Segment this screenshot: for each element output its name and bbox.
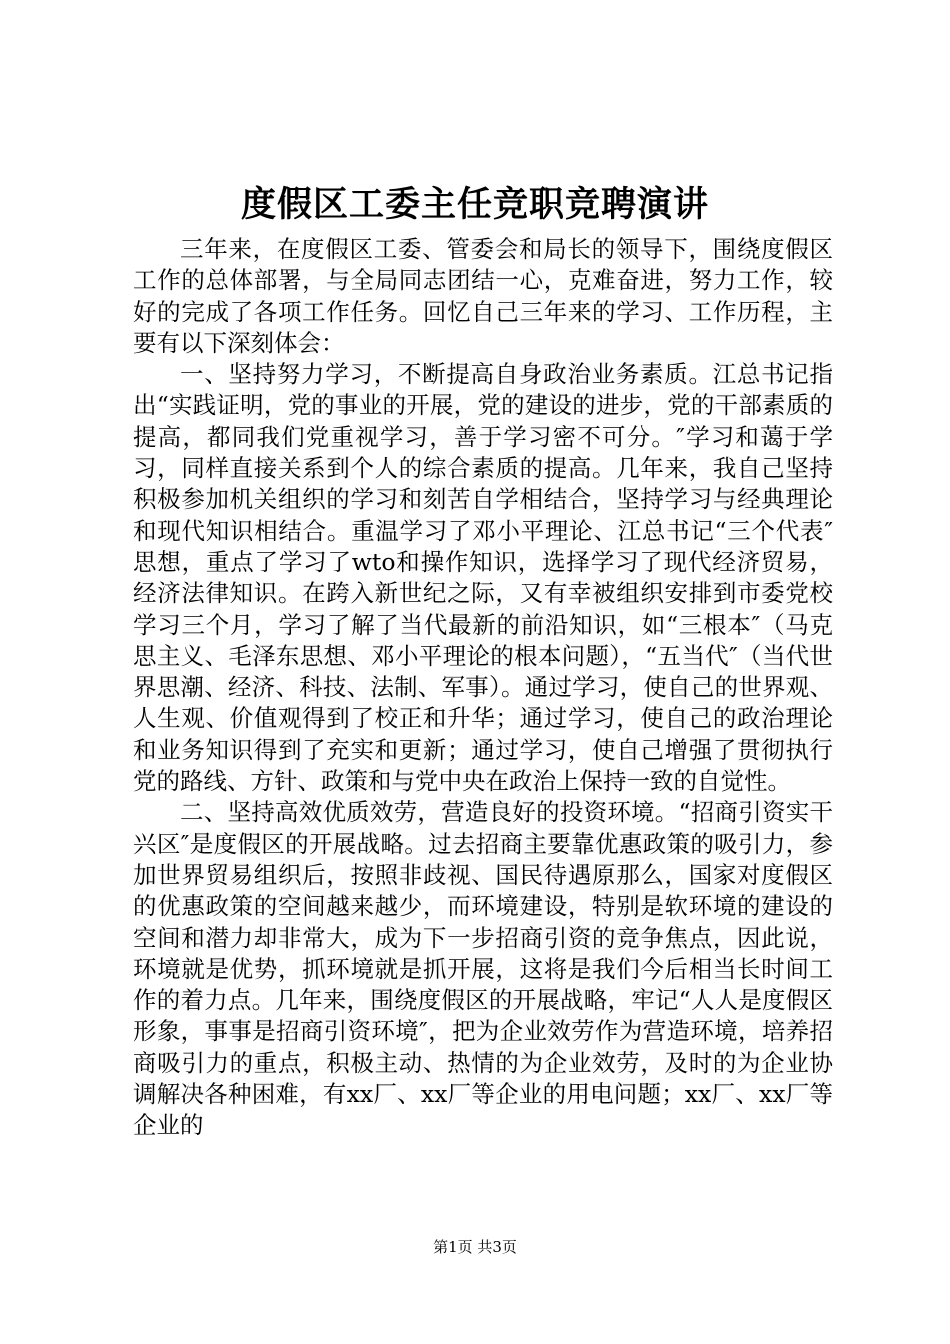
document-title: 度假区工委主任竞职竞聘演讲 (240, 184, 709, 225)
paragraph-service: 二、坚持高效优质效劳，营造良好的投资环境。“招商引资实干兴区″是度假区的开展战略。过去招商主要靠优惠政策的吸引力，参加世界贸易组织后，按照非歧视、国民待遇原那么，国家对度假区的优惠政策的空间越来越少，而环境建设，特别是软环境的建设的空间和潜力却非常大，成为下一步招商引资的竞争焦点，因此说，环境就是优势，抓环境就是抓开展，这将是我们今后相当长时间工作的着力点。几年来，围绕度假区的开展战略，牢记“人人是度假区形象，事事是招商引资环境″，把为企业效劳作为营造环境，培养招商吸引力的重点，积极主动、热情的为企业效劳，及时的为企业协调解决各种困难，有xx厂、xx厂等企业的用电问题；xx厂、xx厂等企业的 (133, 798, 833, 1140)
document-body (133, 234, 833, 1142)
page-number-footer: 第1页 共3页 (433, 1238, 517, 1256)
paragraph-study: 一、坚持努力学习，不断提高自身政治业务素质。江总书记指出“实践证明，党的事业的开展，党的建设的进步，党的干部素质的提高，都同我们党重视学习，善于学习密不可分。″学习和蔼于学习，同样直接关系到个人的综合素质的提高。几年来，我自己坚持积极参加机关组织的学习和刻苦自学相结合，坚持学习与经典理论和现代知识相结合。重温学习了邓小平理论、江总书记“三个代表″思想，重点了学习了wto和操作知识，选择学习了现代经济贸易，经济法律知识。在跨入新世纪之际，又有幸被组织安排到市委党校学习三个月，学习了解了当代最新的前沿知识，如“三根本″（马克思主义、毛泽东思想、邓小平理论的根本问题），“五当代″（当代世界思潮、经济、科技、法制、军事）。通过学习，使自己的世界观、人生观、价值观得到了校正和升华；通过学习，使自己的政治理论和业务知识得到了充实和更新；通过学习，使自己增强了贯彻执行党的路线、方针、政策和与党中央在政治上保持一致的自觉性。 (133, 360, 833, 796)
paragraph-intro: 三年来，在度假区工委、管委会和局长的领导下，围绕度假区工作的总体部署，与全局同志团结一心，克难奋进，努力工作，较好的完成了各项工作任务。回忆自己三年来的学习、工作历程，主要有以下深刻体会： (133, 235, 833, 357)
